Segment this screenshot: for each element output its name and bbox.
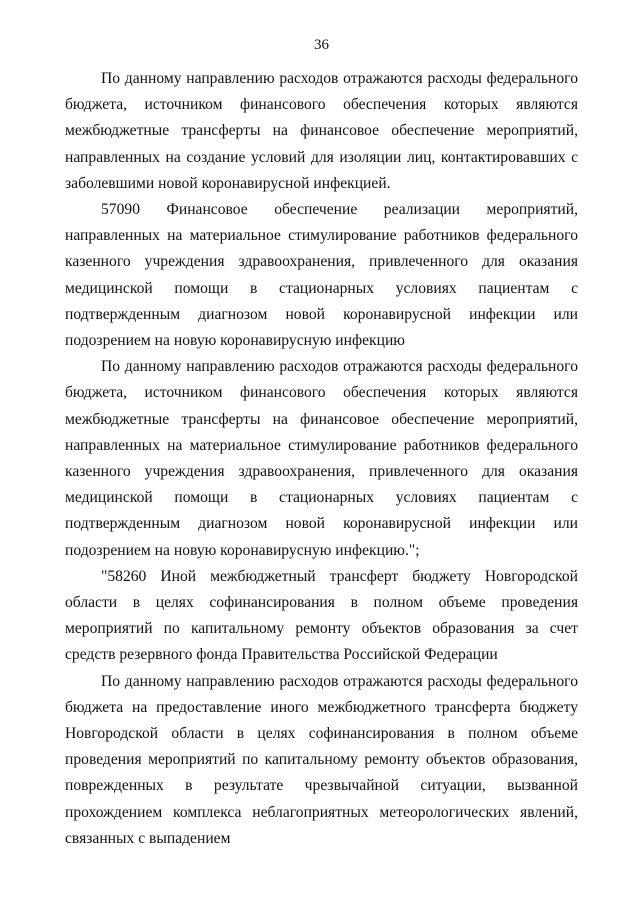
paragraph-expenses-novgorod: По данному направлению расходов отражаются расходы федерального бюджета на предоставление иного межбюджетного трансферта бюджету Новгородской области в целях софинансирования в полном объеме проведения мероприятий по капитальному ремонту объектов образования, поврежденных в результате чрезвычайной ситуации, вызванной прохождением комплекса неблагоприятных метеорологических явлений, связанных с выпадением [65, 672, 578, 847]
paragraph-expenses-isolation: По данному направлению расходов отражаются расходы федерального бюджета, источником финансового обеспечения которых являются межбюджетные трансферты на финансовое обеспечение мероприятий, направленных на создание условий для изоляции лиц, контактировавших с заболевшими новой коронавирусной инфекцией. [65, 70, 578, 192]
paragraph-code-57090: 57090 Финансовое обеспечение реализации мероприятий, направленных на материальное стимулирование работников федерального казенного учреждения здравоохранения, привлеченного для оказания медицинской помощи в стационарных условиях пациентам с подтвержденным диагнозом новой коронавирусной инфекции или подозрением на новую коронавирусную инфекцию [65, 201, 578, 350]
page-number: 36 [314, 37, 329, 53]
paragraph-code-58260: "58260 Иной межбюджетный трансферт бюджету Новгородской области в целях софинансирования в полном объеме проведения мероприятий по капитальному ремонту объектов образования за счет средств резервного фонда Правительства Российской Федерации [65, 567, 578, 664]
paragraph-expenses-stimulation: По данному направлению расходов отражаются расходы федерального бюджета, источником финансового обеспечения которых являются межбюджетные трансферты на финансовое обеспечение мероприятий, направленных на материальное стимулирование работников федерального казенного учреждения здравоохранения, привлеченного для оказания медицинской помощи в стационарных условиях пациентам с подтвержденным диагнозом новой коронавирусной инфекции или подозрением на новую коронавирусную инфекцию."; [65, 358, 578, 559]
